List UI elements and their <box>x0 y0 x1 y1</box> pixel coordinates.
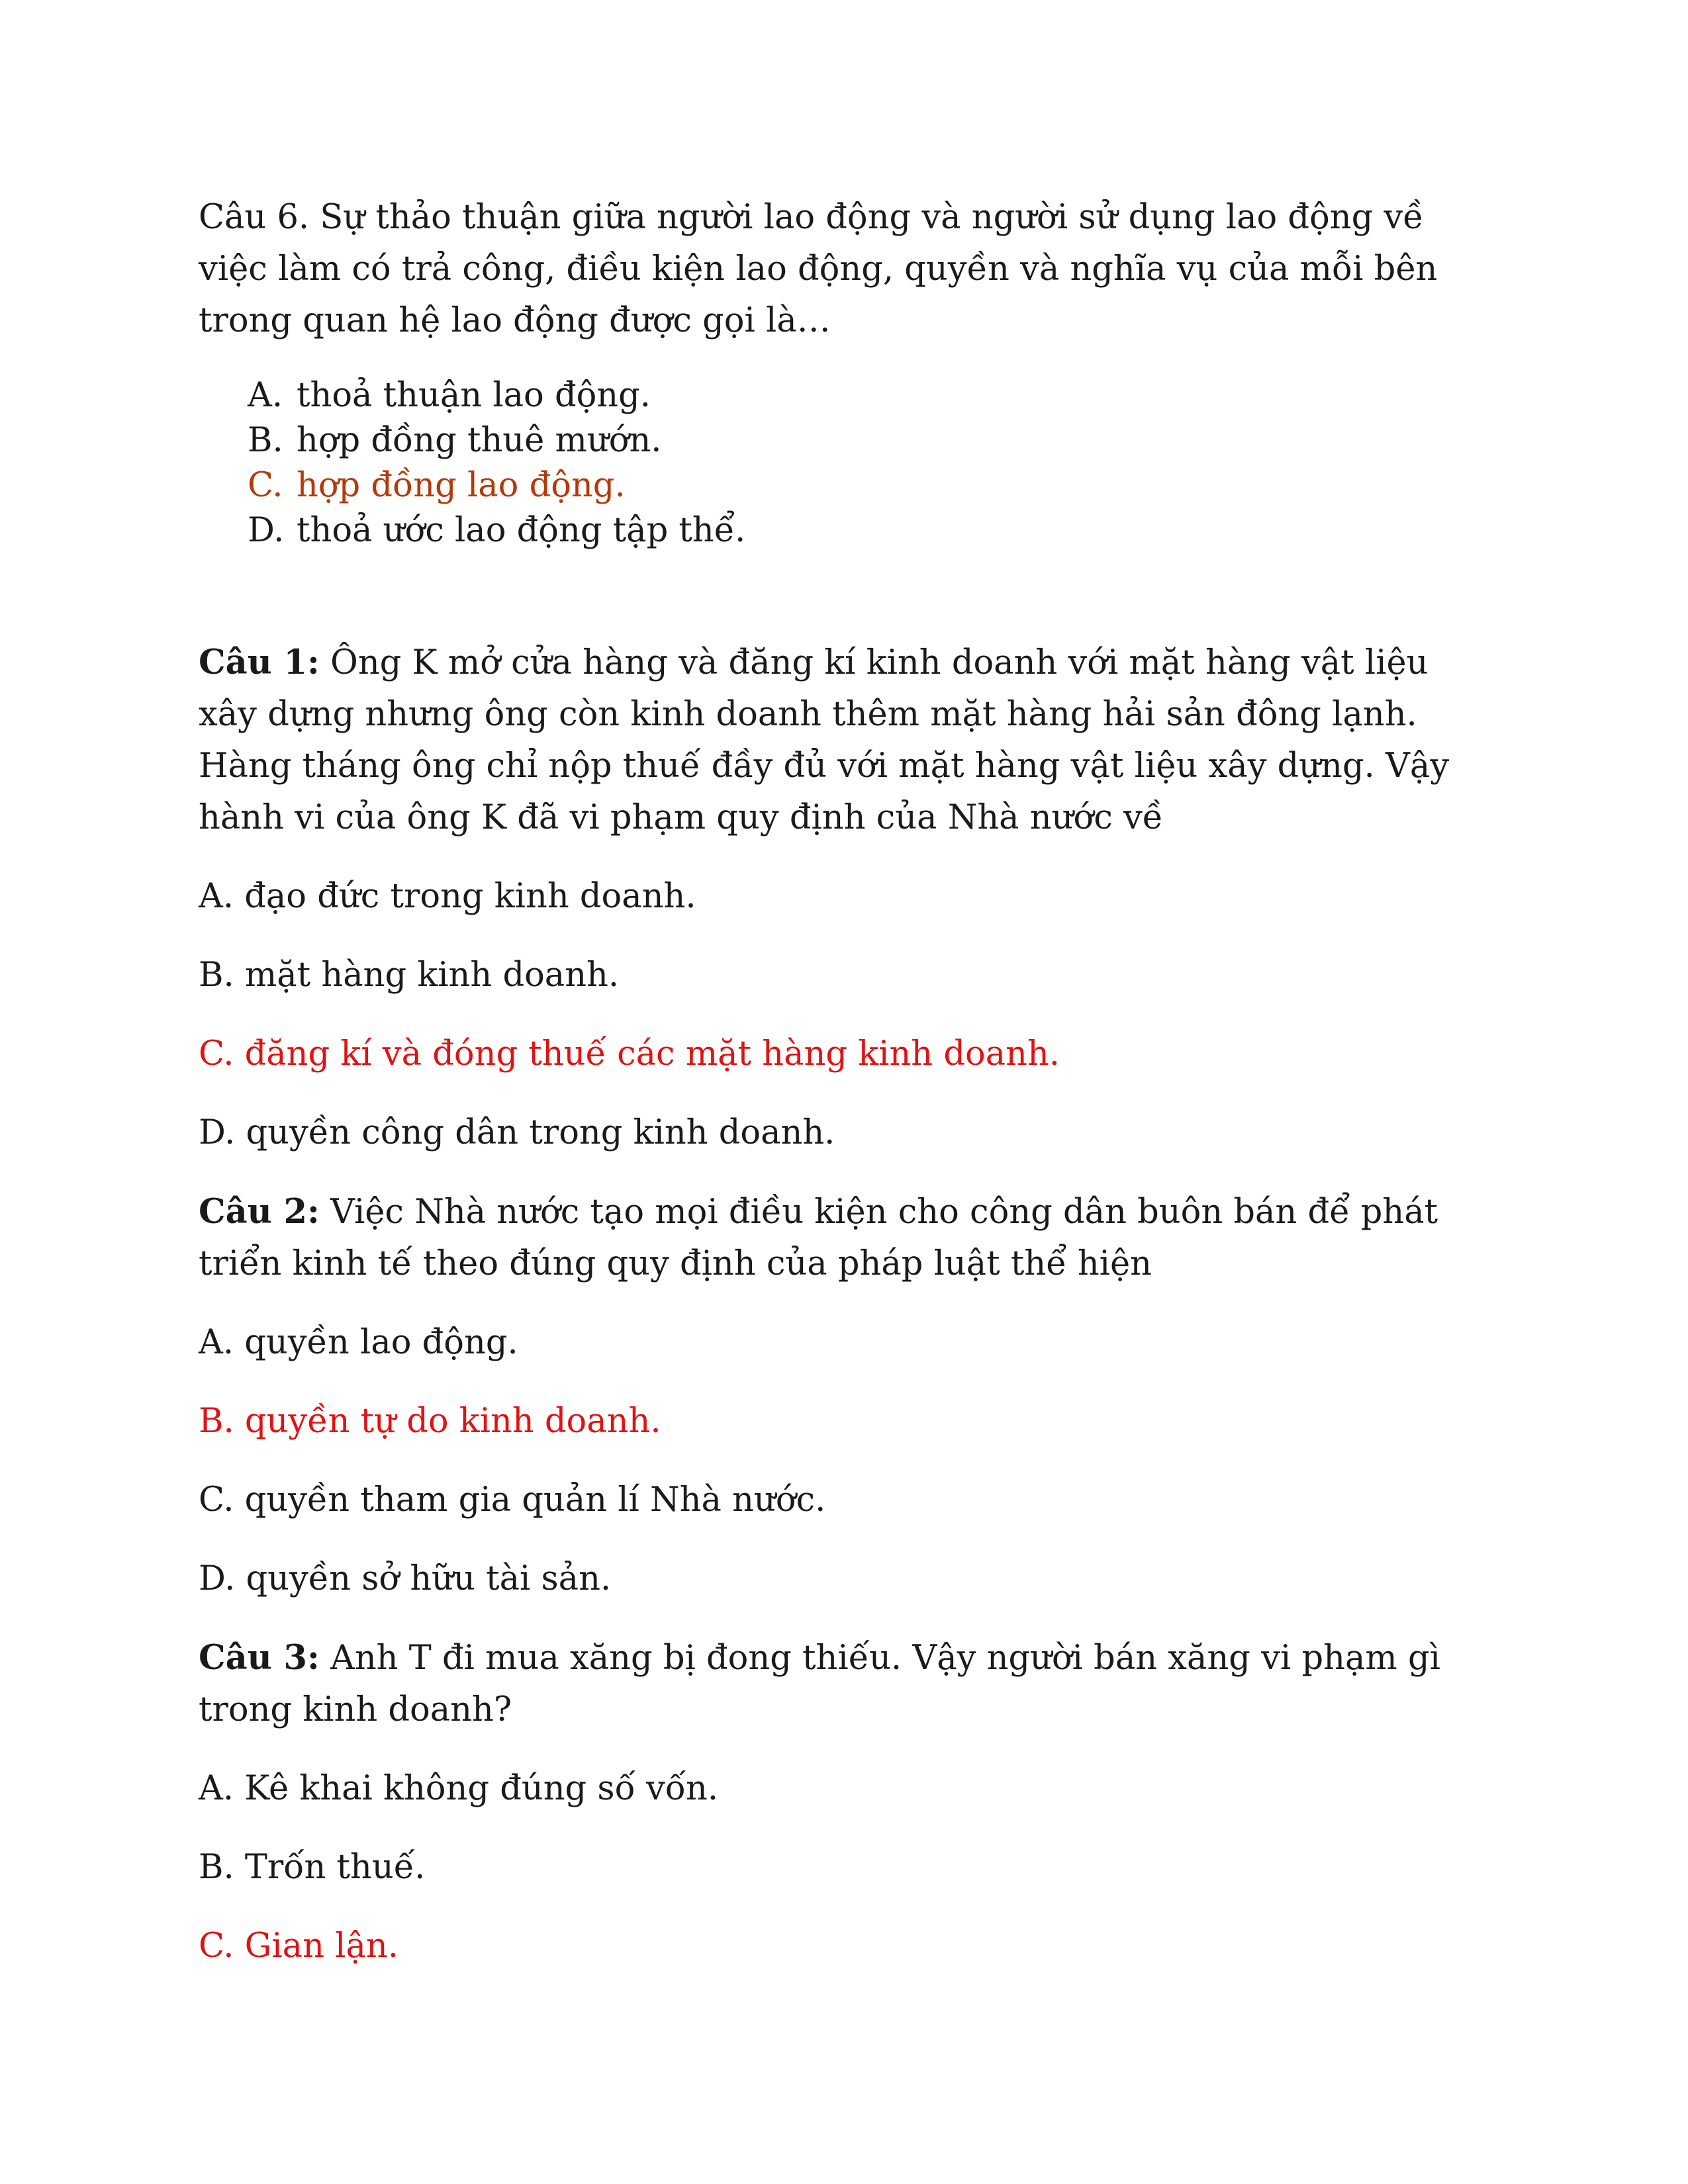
question-2-text: Việc Nhà nước tạo mọi điều kiện cho công dân buôn bán để phát triển kinh tế theo đúng quy định của pháp luật thể hiện <box>199 1193 1438 1283</box>
question-6-option-a <box>199 373 1496 418</box>
option-letter: B. <box>248 421 283 460</box>
option-text: thoả thuận lao động. <box>297 376 651 415</box>
question-2-option-d: D. quyền sở hữu tài sản. <box>199 1559 612 1598</box>
question-1-option-b: B. mặt hàng kinh doanh. <box>199 956 620 995</box>
question-1-stem <box>199 637 1496 844</box>
question-3-option-c-correct: C. Gian lận. <box>199 1927 399 1966</box>
question-3-option-a: A. Kê khai không đúng số vốn. <box>199 1769 719 1808</box>
question-6-stem: Câu 6. Sự thảo thuận giữa người lao động và người sử dụng lao động về việc làm có trả công, điều kiện lao động, quyền và nghĩa vụ của mỗi bên trong quan hệ lao động được gọi là… <box>199 198 1438 340</box>
question-2-option-c: C. quyền tham gia quản lí Nhà nước. <box>199 1480 826 1520</box>
question-3-option-b: B. Trốn thuế. <box>199 1848 426 1887</box>
option-letter: A. <box>248 376 283 415</box>
question-1-option-a: A. đạo đức trong kinh doanh. <box>199 877 696 916</box>
question-3 <box>199 1632 1496 1972</box>
option-text: hợp đồng lao động. <box>297 466 626 505</box>
option-text: thoả ước lao động tập thể. <box>297 511 746 550</box>
option-letter: C. <box>248 466 283 505</box>
question-1-label: Câu 1: <box>199 643 320 682</box>
question-2-option-b-correct: B. quyền tự do kinh doanh. <box>199 1402 661 1441</box>
question-1 <box>199 637 1496 1159</box>
question-3-stem <box>199 1632 1496 1736</box>
option-text: hợp đồng thuê mướn. <box>297 421 662 460</box>
question-2-option-a: A. quyền lao động. <box>199 1323 518 1362</box>
question-6 <box>199 192 1496 553</box>
question-3-text: Anh T đi mua xăng bị đong thiếu. Vậy người bán xăng vi phạm gì trong kinh doanh? <box>199 1639 1440 1729</box>
question-1-text: Ông K mở cửa hàng và đăng kí kinh doanh với mặt hàng vật liệu xây dựng nhưng ông còn kinh doanh thêm mặt hàng hải sản đông lạnh. Hàng tháng ông chỉ nộp thuế đầy đủ với mặt hàng vật liệu xây dựng. Vậy hành vi của ông K đã vi phạm quy định của Nhà nước về <box>199 643 1450 837</box>
question-1-option-d: D. quyền công dân trong kinh doanh. <box>199 1113 835 1152</box>
question-6-options <box>199 373 1496 553</box>
question-6-option-b <box>199 418 1496 463</box>
question-6-option-d <box>199 508 1496 553</box>
question-3-label: Câu 3: <box>199 1638 320 1678</box>
document-content <box>199 192 1496 1972</box>
question-1-option-c-correct: C. đăng kí và đóng thuế các mặt hàng kinh doanh. <box>199 1034 1060 1073</box>
question-2-label: Câu 2: <box>199 1192 320 1232</box>
question-6-option-c-correct <box>199 463 1496 508</box>
question-2-stem <box>199 1186 1496 1290</box>
option-letter: D. <box>248 511 285 550</box>
question-2 <box>199 1186 1496 1605</box>
